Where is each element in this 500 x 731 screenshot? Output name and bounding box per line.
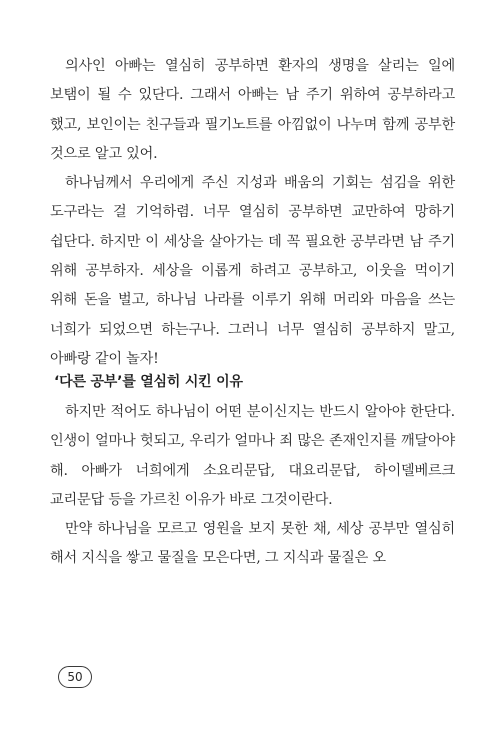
section-heading: ‘다른 공부’를 열심히 시킨 이유: [54, 374, 243, 390]
paragraph: 하지만 적어도 하나님이 어떤 분이신지는 반드시 알아야 한단다. 인생이 얼마나 헛되고, 우리가 얼마나 죄 많은 존재인지를 깨달아야 해. 아빠가 너희에게 소요리문답, 대요리문답, 하이델베르크 교리문답 등을 가르친 이유가 바로 그것이란다.: [50, 404, 455, 508]
paragraph: 하나님께서 우리에게 주신 지성과 배움의 기회는 섬김을 위한 도구라는 걸 기억하렴. 너무 열심히 공부하면 교만하여 망하기 쉽단다. 하지만 이 세상을 살아가는 데 꼭 필요한 공부라면 남 주기 위해 공부하자. 세상을 이롭게 하려고 공부하고, 이웃을 먹이기 위해 돈을 벌고, 하나님 나라를 이루기 위해 머리와 마음을 쓰는 너희가 되었으면 하는구나. 그러니 너무 열심히 공부하지 말고, 아빠랑 같이 놀자!: [50, 175, 455, 367]
paragraph: 만약 하나님을 모르고 영원을 보지 못한 채, 세상 공부만 열심히 해서 지식을 쌓고 물질을 모은다면, 그 지식과 물질은 오: [50, 521, 455, 567]
body-text-bottom: [50, 398, 455, 574]
body-text-top: [50, 52, 455, 374]
page-number: 50: [58, 666, 92, 688]
paragraph: 의사인 아빠는 열심히 공부하면 환자의 생명을 살리는 일에 보탬이 될 수 있단다. 그래서 아빠는 남 주기 위하여 공부하라고 했고, 보인이는 친구들과 필기노트를 아낌없이 나누며 함께 공부한 것으로 알고 있어.: [50, 58, 455, 162]
